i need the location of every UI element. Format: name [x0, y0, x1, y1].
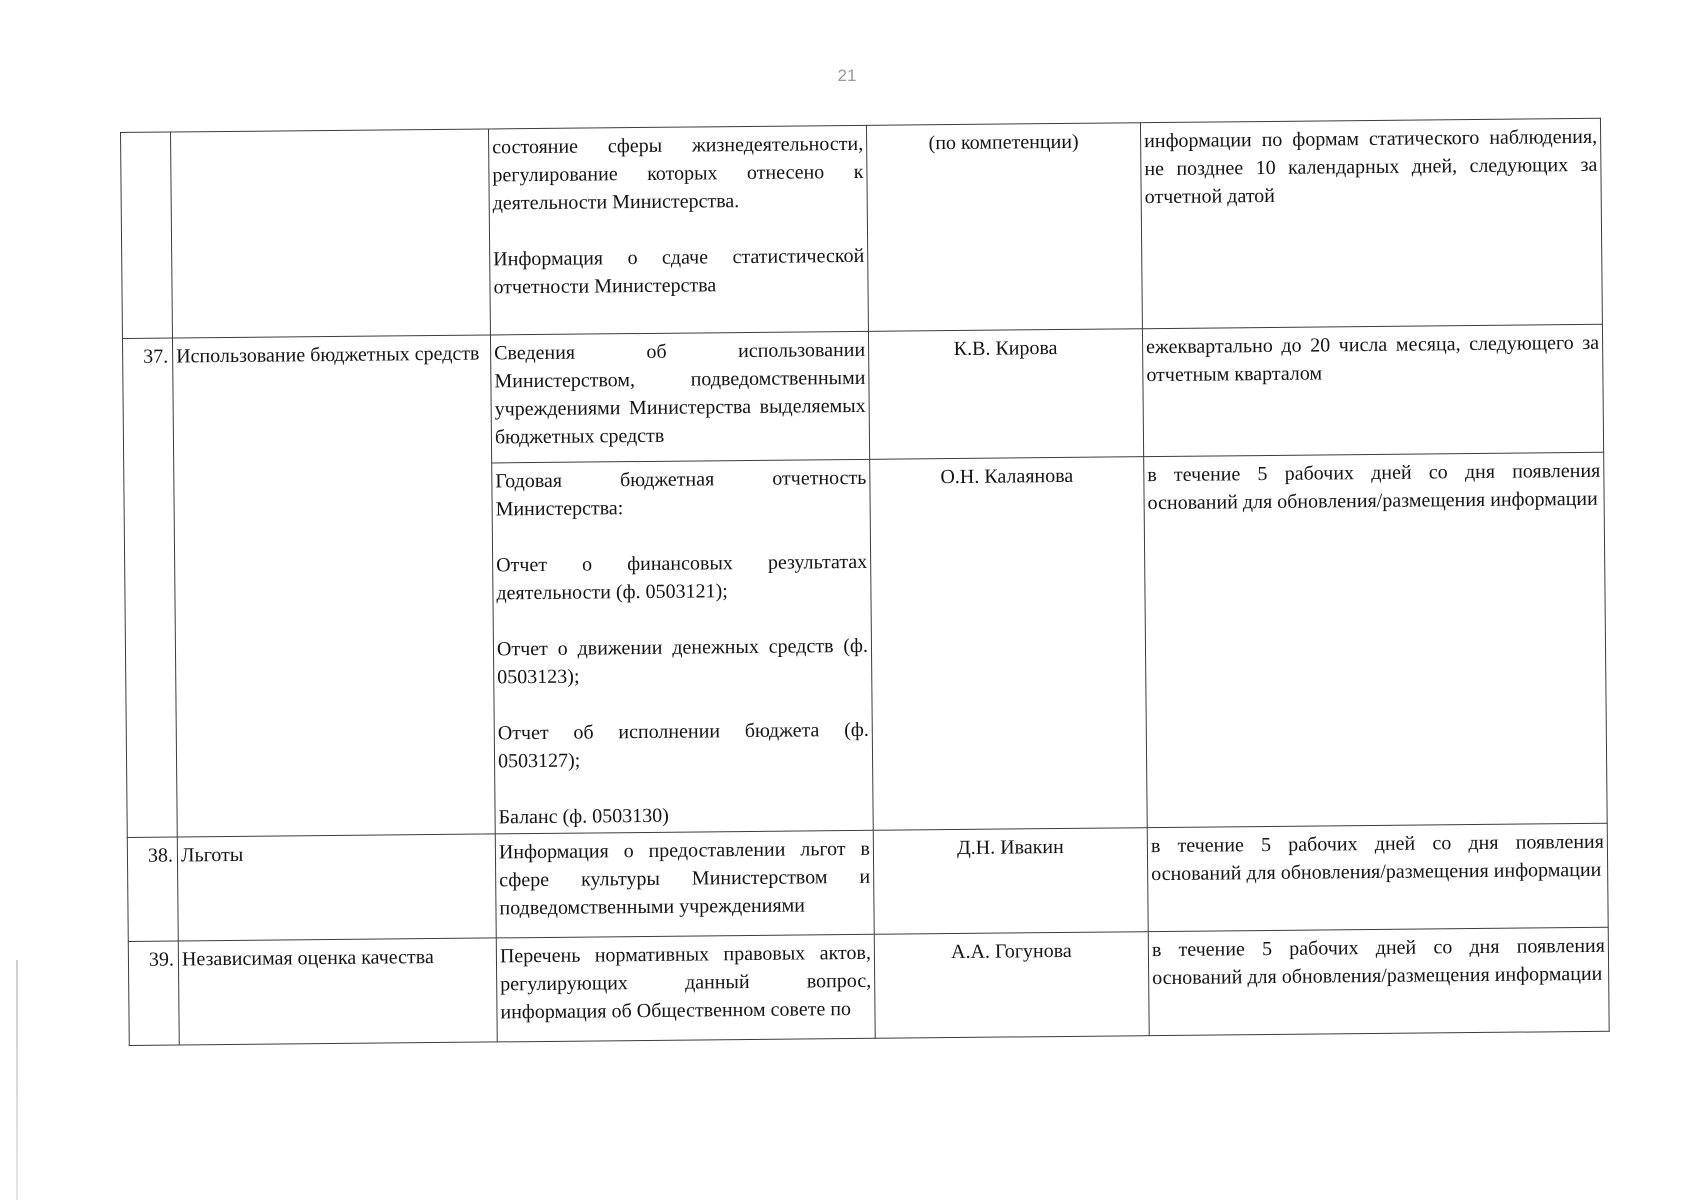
row-title-cell [171, 129, 491, 338]
row-responsible-cell: Д.Н. Ивакин [873, 828, 1148, 935]
table-row [128, 927, 1609, 1045]
info-paragraph: состояние сферы жизнедеятельности, регулирование которых отнесено к деятельности Министерства. [492, 132, 864, 215]
row-info-cell [496, 934, 875, 1042]
table-row [127, 823, 1608, 941]
row-term-cell: в течение 5 рабочих дней со дня появления оснований для обновления/размещения информации [1144, 452, 1608, 827]
info-paragraph: Отчет о движении денежных средств (ф. 0503123); [496, 634, 869, 689]
row-responsible-cell: О.Н. Калаянова [870, 457, 1148, 831]
row-info-cell [488, 125, 868, 335]
table-row [121, 118, 1603, 338]
info-paragraph: Годовая бюджетная отчетность Министерства: [495, 466, 867, 521]
info-paragraph: Информация о предоставлении льгот в сфере культуры Министерством и подведомственными учреждениями [498, 837, 871, 920]
info-paragraph: Баланс (ф. 0503130) [498, 804, 669, 829]
row-number-cell: 38. [127, 837, 178, 941]
row-responsible-cell: К.В. Кирова [868, 329, 1143, 460]
info-paragraph: Отчет об исполнении бюджета (ф. 0503127); [497, 718, 869, 773]
row-number-cell: 37. [122, 338, 177, 837]
row-term-cell: в течение 5 рабочих дней со дня появления оснований для обновления/размещения информации [1147, 823, 1608, 931]
row-term-cell: информации по формам статического наблюдения, не позднее 10 календарных дней, следующих за отчетной датой [1140, 118, 1602, 328]
row-title-cell: Независимая оценка качества [178, 938, 497, 1045]
row-term-cell: в течение 5 рабочих дней со дня появления оснований для обновления/размещения информации [1148, 927, 1609, 1035]
row-number-cell: 39. [128, 941, 179, 1045]
table-row [122, 324, 1603, 466]
row-responsible-cell: (по компетенции) [866, 123, 1142, 332]
page-number: 21 [837, 66, 857, 85]
row-term-cell: ежеквартально до 20 числа месяца, следующего за отчетным кварталом [1142, 324, 1603, 456]
row-number-cell [121, 132, 173, 338]
document-table [120, 118, 1610, 1046]
row-info-cell [490, 331, 869, 463]
info-paragraph: Перечень нормативных правовых актов, регулирующих данный вопрос, информация об Общественном совете по [499, 941, 872, 1024]
row-info-cell [495, 830, 874, 938]
info-paragraph: Информация о сдаче статистической отчетности Министерства [493, 244, 865, 299]
row-title-cell: Использование бюджетных средств [172, 335, 495, 837]
row-info-cell [492, 459, 874, 834]
info-paragraph: Сведения об использовании Министерством, подведомственными учреждениями Министерства выделяемых бюджетных средств [494, 338, 866, 449]
row-title-cell: Льготы [177, 834, 496, 941]
row-responsible-cell: А.А. Гогунова [874, 932, 1149, 1039]
scan-edge-mark [16, 960, 18, 1200]
info-paragraph: Отчет о финансовых результатах деятельности (ф. 0503121); [496, 550, 868, 605]
